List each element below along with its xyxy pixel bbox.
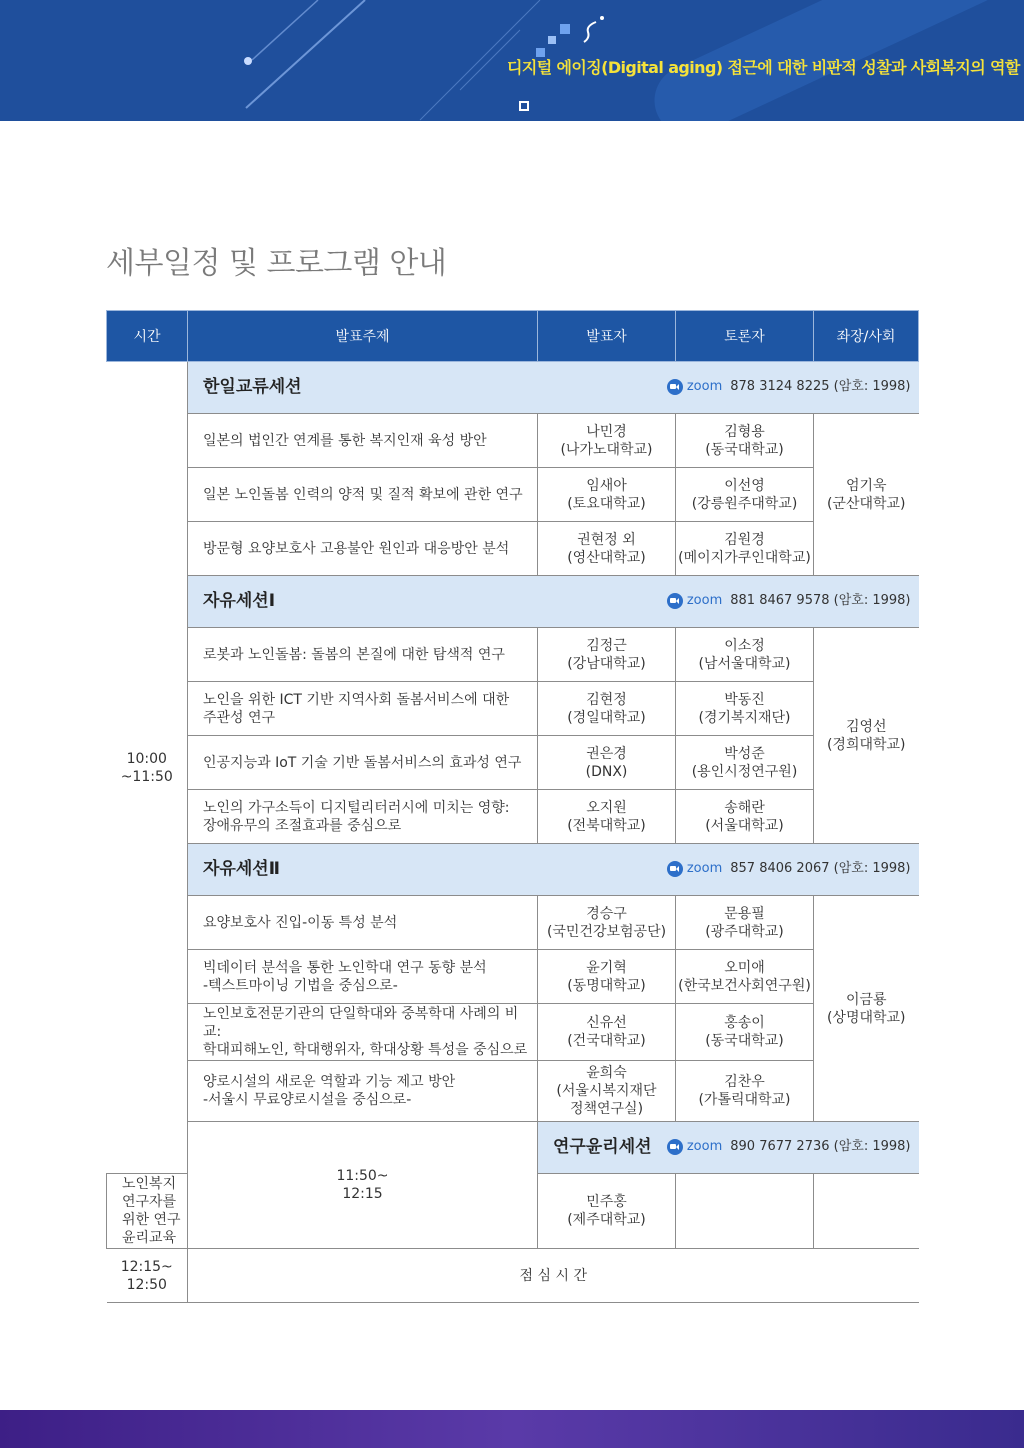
presenter-cell: 경승구 (국민건강보험공단) bbox=[538, 896, 676, 950]
topic-cell: 노인보호전문기관의 단일학대와 중복학대 사례의 비교: 학대피해노인, 학대행위자, 학대상황 특성을 중심으로 bbox=[188, 1004, 538, 1061]
table-row bbox=[107, 628, 919, 682]
discussant-cell: 박성준 (용인시정연구원) bbox=[676, 736, 814, 790]
presenter-cell: 권현정 외 (영산대학교) bbox=[538, 522, 676, 576]
session-name: 한일교류세션 bbox=[203, 377, 302, 398]
topic-cell: 인공지능과 IoT 기술 기반 돌봄서비스의 효과성 연구 bbox=[188, 736, 538, 790]
table-row bbox=[107, 1004, 919, 1061]
header-presenter: 발표자 bbox=[538, 311, 676, 362]
table-header-row bbox=[107, 311, 919, 362]
discussant-cell: 이소정 (남서울대학교) bbox=[676, 628, 814, 682]
table-row bbox=[107, 896, 919, 950]
zoom-info bbox=[667, 590, 911, 613]
session-header bbox=[538, 1122, 919, 1174]
header-banner bbox=[0, 0, 1024, 121]
page-title: 세부일정 및 프로그램 안내 bbox=[106, 246, 447, 281]
table-row bbox=[107, 950, 919, 1004]
topic-cell: 노인의 가구소득이 디지털리터러시에 미치는 영향: 장애유무의 조절효과를 중심으로 bbox=[188, 790, 538, 844]
zoom-logo: zoom bbox=[686, 861, 723, 877]
discussant-cell: 김원경 (메이지가쿠인대학교) bbox=[676, 522, 814, 576]
table-row bbox=[107, 1061, 919, 1122]
table-row bbox=[107, 414, 919, 468]
zoom-meeting-id: 881 8467 9578 (암호: 1998) bbox=[730, 593, 911, 609]
chair-cell: 이금룡 (상명대학교) bbox=[814, 896, 919, 1122]
presenter-cell: 민주홍 (제주대학교) bbox=[538, 1174, 676, 1249]
footer-band bbox=[0, 1410, 1024, 1448]
chair-cell bbox=[814, 1174, 919, 1249]
zoom-logo: zoom bbox=[686, 1139, 723, 1155]
header-discussant: 토론자 bbox=[676, 311, 814, 362]
topic-cell: 일본 노인돌봄 인력의 양적 및 질적 확보에 관한 연구 bbox=[188, 468, 538, 522]
presenter-cell: 김현정 (경일대학교) bbox=[538, 682, 676, 736]
zoom-icon bbox=[667, 1139, 683, 1155]
time-cell: 10:00 ~11:50 bbox=[107, 362, 188, 1174]
presenter-cell: 임새아 (토요대학교) bbox=[538, 468, 676, 522]
table-row bbox=[107, 682, 919, 736]
discussant-cell bbox=[676, 1174, 814, 1249]
topic-cell: 노인을 위한 ICT 기반 지역사회 돌봄서비스에 대한 주관성 연구 bbox=[188, 682, 538, 736]
session-row bbox=[107, 844, 919, 896]
presenter-cell: 권은경 (DNX) bbox=[538, 736, 676, 790]
session-row bbox=[107, 1122, 919, 1174]
topic-cell: 일본의 법인간 연계를 통한 복지인재 육성 방안 bbox=[188, 414, 538, 468]
table-row bbox=[107, 468, 919, 522]
time-cell: 12:15~ 12:50 bbox=[107, 1249, 188, 1303]
table-row bbox=[107, 736, 919, 790]
zoom-meeting-id: 890 7677 2736 (암호: 1998) bbox=[730, 1139, 911, 1155]
schedule-table bbox=[106, 310, 919, 1303]
topic-cell: 방문형 요양보호사 고용불안 원인과 대응방안 분석 bbox=[188, 522, 538, 576]
table-row bbox=[107, 790, 919, 844]
zoom-logo: zoom bbox=[686, 379, 723, 395]
discussant-cell: 문용필 (광주대학교) bbox=[676, 896, 814, 950]
discussant-cell: 오미애 (한국보건사회연구원) bbox=[676, 950, 814, 1004]
session-name: 자유세션Ⅱ bbox=[203, 859, 280, 880]
presenter-cell: 오지원 (전북대학교) bbox=[538, 790, 676, 844]
zoom-icon bbox=[667, 379, 683, 395]
header-title: 디지털 에이징(Digital aging) 접근에 대한 비판적 성찰과 사회복지의 역할 bbox=[507, 58, 1020, 77]
discussant-cell: 김형용 (동국대학교) bbox=[676, 414, 814, 468]
discussant-cell: 이선영 (강릉원주대학교) bbox=[676, 468, 814, 522]
zoom-meeting-id: 857 8406 2067 (암호: 1998) bbox=[730, 861, 911, 877]
zoom-info bbox=[667, 376, 911, 399]
presenter-cell: 윤희숙 (서울시복지재단 정책연구실) bbox=[538, 1061, 676, 1122]
zoom-icon bbox=[667, 593, 683, 609]
chair-cell: 김영선 (경희대학교) bbox=[814, 628, 919, 844]
topic-cell: 양로시설의 새로운 역할과 기능 제고 방안 -서울시 무료양로시설을 중심으로- bbox=[188, 1061, 538, 1122]
session-row bbox=[107, 576, 919, 628]
session-header bbox=[188, 576, 919, 628]
presenter-cell: 윤기혁 (동명대학교) bbox=[538, 950, 676, 1004]
discussant-cell: 홍송이 (동국대학교) bbox=[676, 1004, 814, 1061]
topic-cell: 빅데이터 분석을 통한 노인학대 연구 동향 분석 -텍스트마이닝 기법을 중심으로- bbox=[188, 950, 538, 1004]
session-row bbox=[107, 362, 919, 414]
zoom-logo: zoom bbox=[686, 593, 723, 609]
zoom-icon bbox=[667, 861, 683, 877]
chair-cell: 엄기욱 (군산대학교) bbox=[814, 414, 919, 576]
topic-cell: 요양보호사 진입-이동 특성 분석 bbox=[188, 896, 538, 950]
zoom-info bbox=[667, 1136, 911, 1159]
discussant-cell: 박동진 (경기복지재단) bbox=[676, 682, 814, 736]
lunch-row bbox=[107, 1249, 919, 1303]
zoom-info bbox=[667, 858, 911, 881]
time-cell: 11:50~ 12:15 bbox=[188, 1122, 538, 1249]
topic-cell: 로봇과 노인돌봄: 돌봄의 본질에 대한 탐색적 연구 bbox=[188, 628, 538, 682]
session-name: 자유세션Ⅰ bbox=[203, 591, 276, 612]
table-row bbox=[107, 522, 919, 576]
session-header bbox=[188, 362, 919, 414]
topic-cell: 노인복지연구자를 위한 연구윤리교육 bbox=[107, 1174, 188, 1249]
header-chair: 좌장/사회 bbox=[814, 311, 919, 362]
presenter-cell: 신유선 (건국대학교) bbox=[538, 1004, 676, 1061]
session-name: 연구윤리세션 bbox=[553, 1137, 652, 1158]
header-time: 시간 bbox=[107, 311, 188, 362]
header-topic: 발표주제 bbox=[188, 311, 538, 362]
lunch-cell: 점 심 시 간 bbox=[188, 1249, 919, 1303]
zoom-meeting-id: 878 3124 8225 (암호: 1998) bbox=[730, 379, 911, 395]
presenter-cell: 나민경 (나가노대학교) bbox=[538, 414, 676, 468]
presenter-cell: 김정근 (강남대학교) bbox=[538, 628, 676, 682]
discussant-cell: 송해란 (서울대학교) bbox=[676, 790, 814, 844]
discussant-cell: 김찬우 (가톨릭대학교) bbox=[676, 1061, 814, 1122]
session-header bbox=[188, 844, 919, 896]
